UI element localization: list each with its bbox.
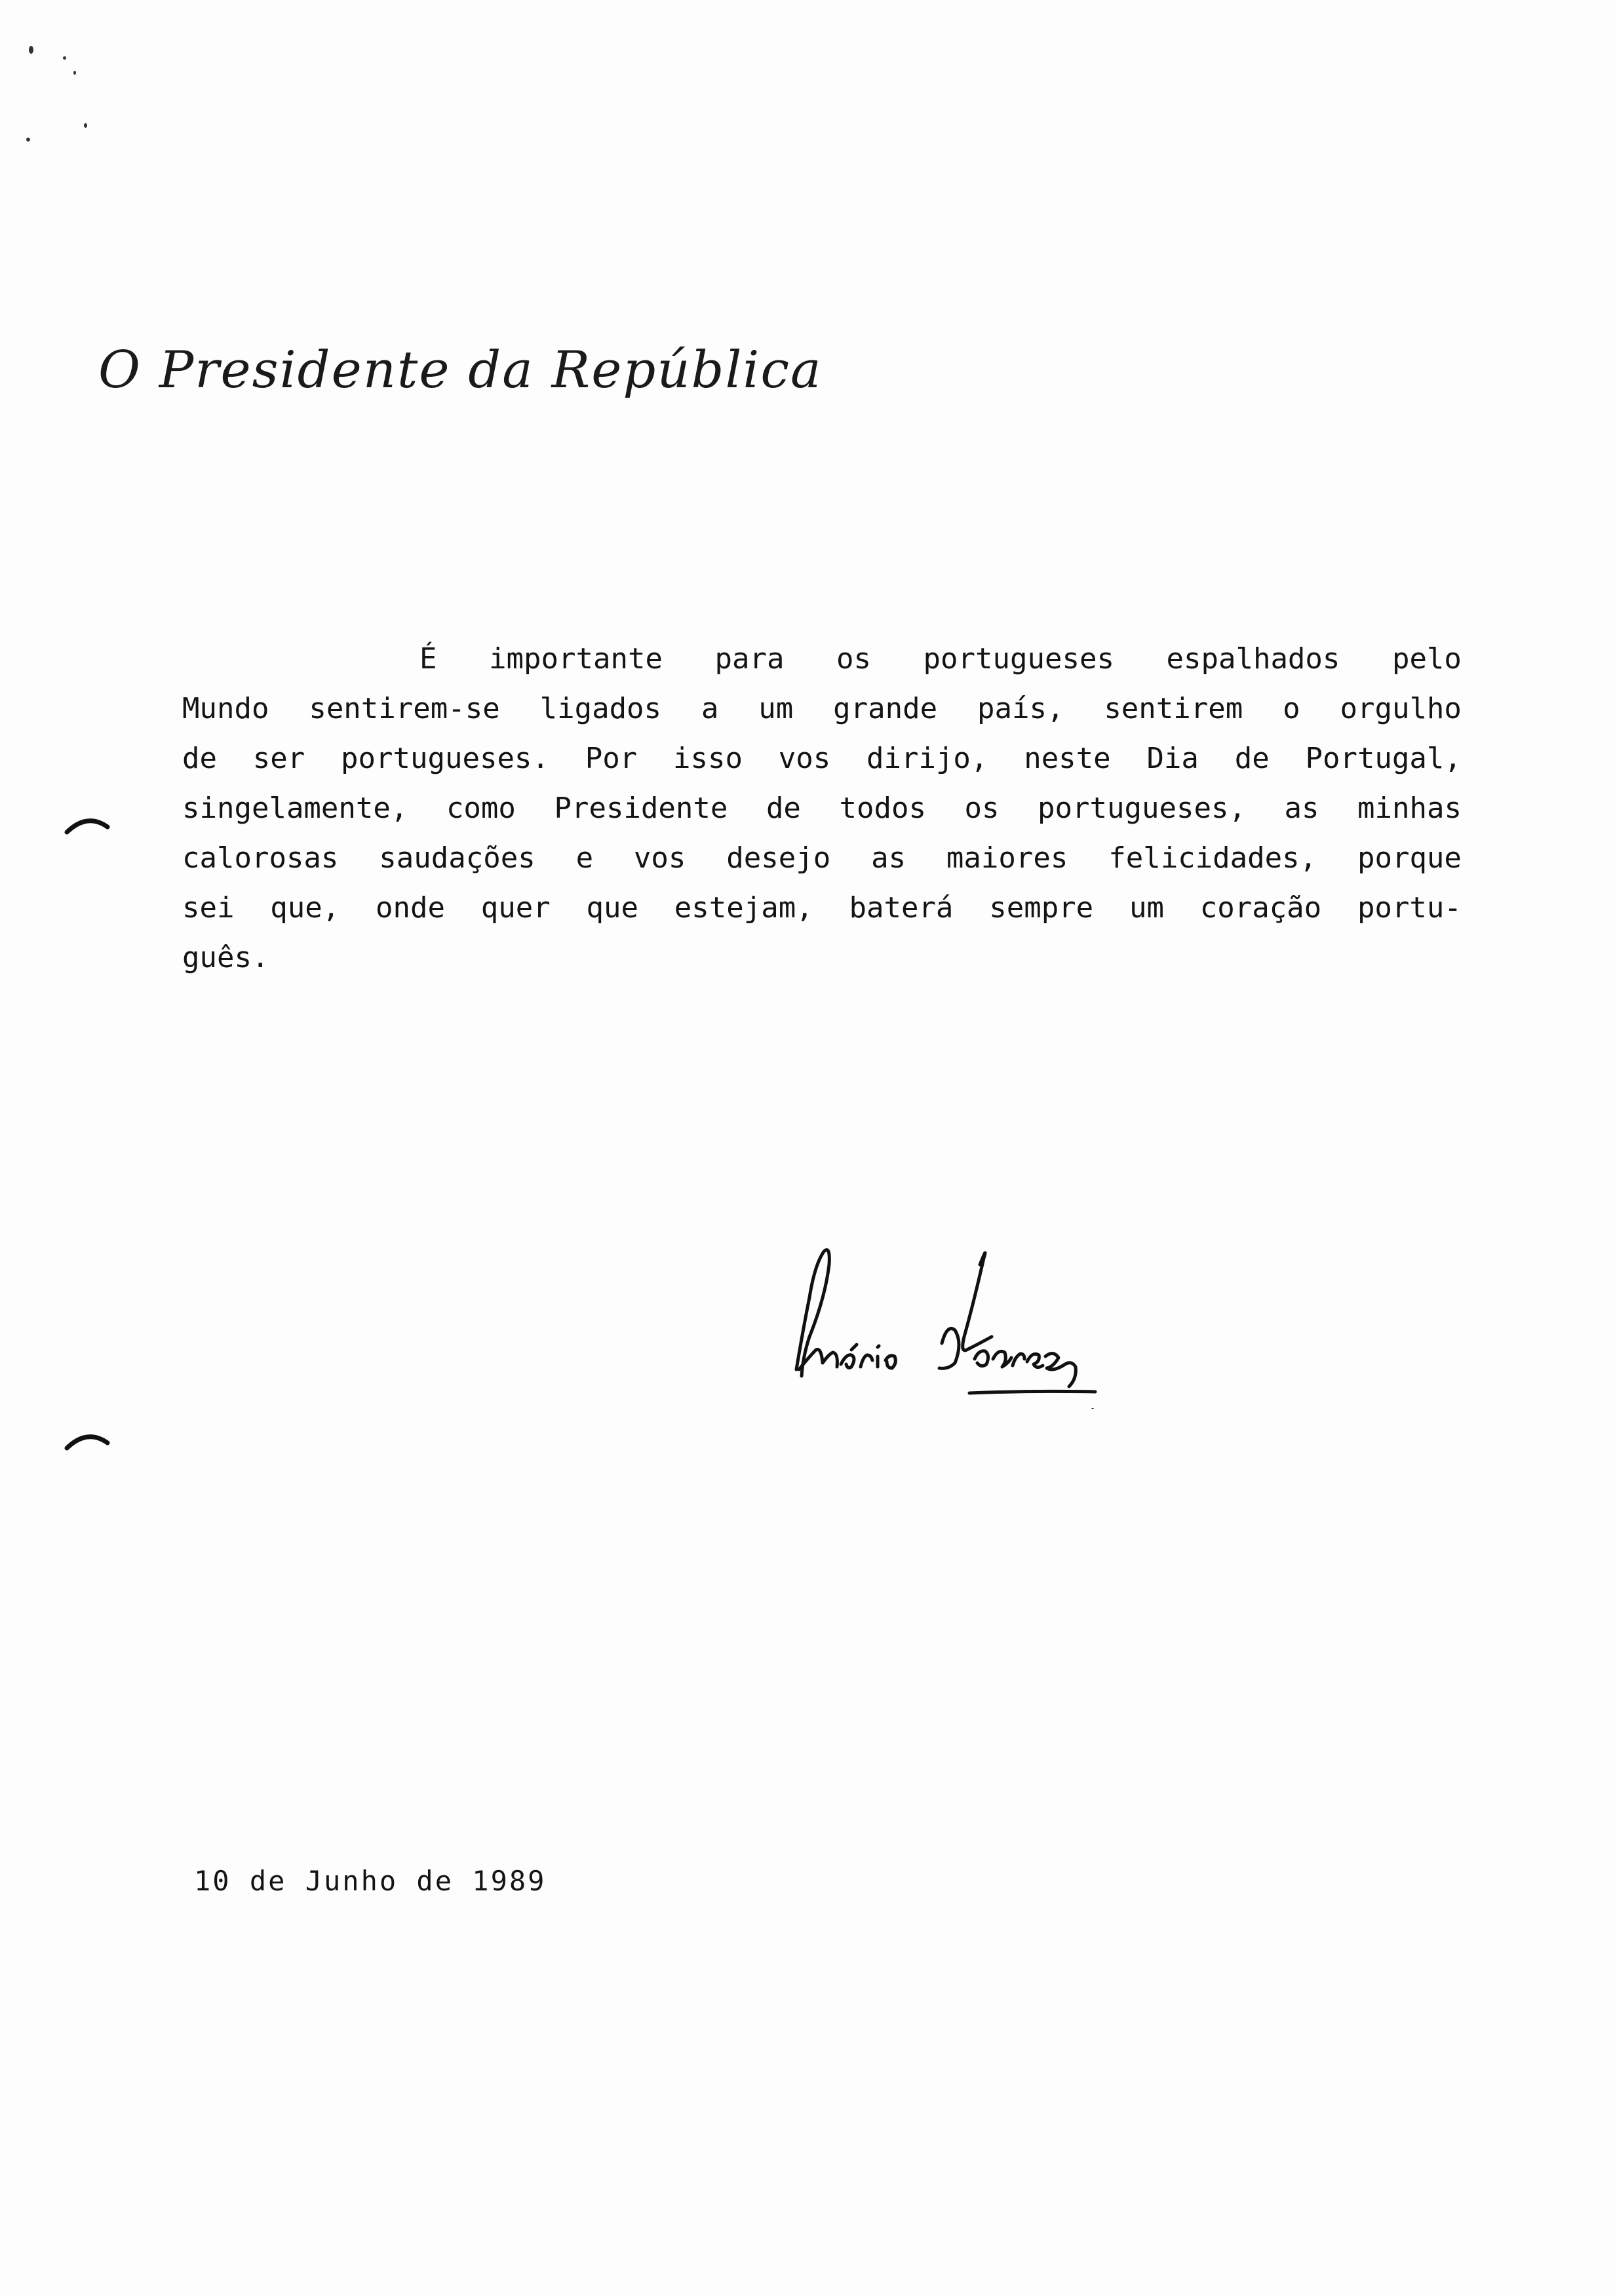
message-word: todos [839,792,926,825]
message-word: É [419,642,437,676]
message-word: o [1283,692,1300,725]
message-word: singelamente, [182,792,408,825]
message-word: quer [480,891,551,925]
message-word: onde [376,891,445,925]
message-word: saudações [379,841,535,875]
message-word: Dia [1146,742,1199,775]
signature-image [783,1238,1137,1409]
message-word: portugueses [923,642,1114,676]
message-word: os [964,792,1000,825]
message-word: neste [1024,742,1111,775]
message-word: vos [778,742,831,775]
message-word: pelo [1391,642,1462,676]
message-word: que, [270,891,340,925]
message-word: estejam, [674,891,813,925]
scan-speck [63,56,66,60]
message-word: isso [672,742,743,775]
message-word: sempre [989,891,1094,925]
punch-hole-icon [64,1428,110,1455]
message-word: portugueses. [341,742,549,775]
message-line [182,883,1462,933]
message-word: sei [182,891,235,925]
message-word: dirijo, [866,742,988,775]
message-word: ser [252,742,305,775]
message-word: para [714,642,785,676]
message-word: importante [489,642,663,676]
message-word: Por [585,742,638,775]
message-word: os [836,642,871,676]
punch-hole-icon [64,813,110,839]
message-word: como [446,792,516,825]
message-word: maiores [946,841,1068,875]
message-word: as [871,841,906,875]
message-line [182,933,1462,983]
letterhead-title: O Presidente da República [98,341,823,400]
message-body [182,634,1462,983]
message-word: minhas [1357,792,1462,825]
message-word: um [758,692,794,725]
message-word: felicidades, [1108,841,1317,875]
scan-speck [84,123,87,128]
message-word: calorosas [182,841,339,875]
message-word: Presidente [554,792,728,825]
message-word: e [575,841,594,875]
message-line [182,734,1462,784]
message-word: guês. [182,941,269,974]
scan-speck [26,138,30,142]
message-word: orgulho [1340,692,1462,725]
message-line [182,634,1462,684]
message-word: Mundo [182,692,269,725]
message-word: de [1234,742,1270,775]
message-word: baterá [849,891,954,925]
message-line [182,833,1462,883]
message-word: de [182,742,217,775]
message-word: país, [977,692,1064,725]
message-word: sentirem-se [309,692,500,725]
letter-date: 10 de Junho de 1989 [194,1865,547,1897]
message-line [182,684,1462,734]
message-word: sentirem [1104,692,1243,725]
message-word: a [701,692,719,725]
message-word: de [766,792,801,825]
message-word: portu- [1357,891,1462,925]
scan-speck [29,46,33,54]
message-word: Portugal, [1305,742,1462,775]
message-word: as [1284,792,1319,825]
scan-speck [73,71,76,75]
message-word: portugueses, [1038,792,1246,825]
message-word: vos [633,841,686,875]
message-word: ligados [539,692,662,725]
message-word: grande [833,692,938,725]
message-word: um [1129,891,1164,925]
message-word: porque [1357,841,1462,875]
message-word: que [586,891,638,925]
message-word: desejo [726,841,831,875]
message-word: espalhados [1166,642,1340,676]
message-line [182,784,1462,833]
message-word: coração [1199,891,1322,925]
